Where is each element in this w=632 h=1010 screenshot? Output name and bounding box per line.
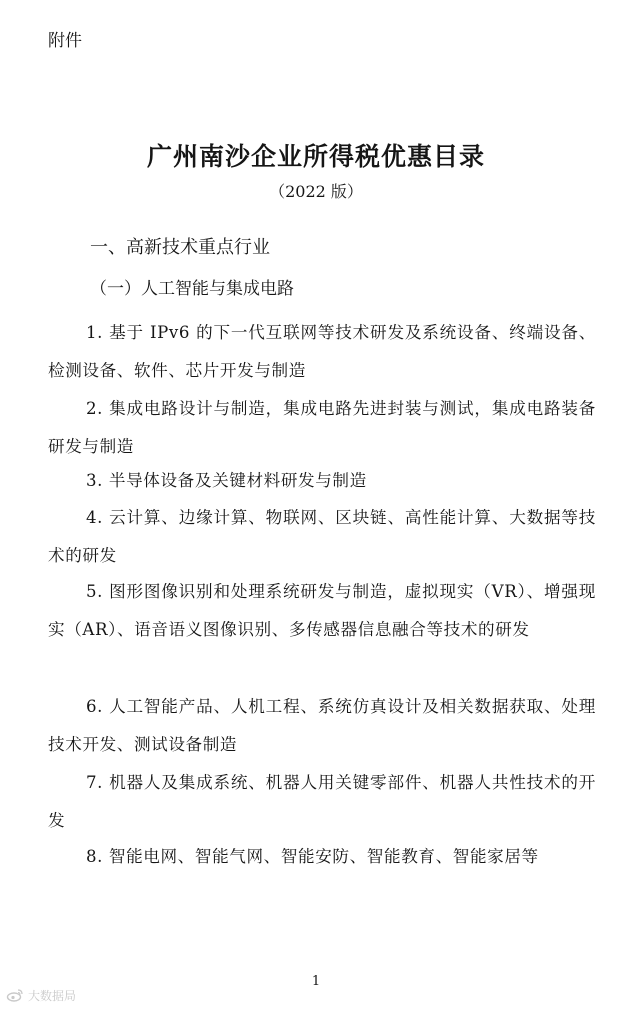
- document-title: 广州南沙企业所得税优惠目录: [146, 142, 485, 171]
- document-version: （2022 版）: [269, 182, 363, 201]
- watermark-text: 大数据局: [28, 988, 77, 1003]
- list-item: 3. 半导体设备及关键材料研发与制造: [86, 471, 367, 490]
- attachment-label: 附件: [48, 31, 82, 51]
- list-item: 4. 云计算、边缘计算、物联网、区块链、高性能计算、大数据等技术的研发: [48, 508, 596, 565]
- weibo-logo-icon: [6, 988, 24, 1002]
- subsection-heading: （一）人工智能与集成电路: [90, 279, 294, 299]
- list-item: 1. 基于 IPv6 的下一代互联网等技术研发及系统设备、终端设备、检测设备、软件、芯片开发与制造: [48, 323, 596, 380]
- list-item: 7. 机器人及集成系统、机器人用关键零部件、机器人共性技术的开发: [48, 773, 596, 830]
- list-item: 2. 集成电路设计与制造，集成电路先进封装与测试，集成电路装备研发与制造: [48, 399, 596, 456]
- list-item: 5. 图形图像识别和处理系统研发与制造，虚拟现实（VR）、增强现实（AR）、语音语义图像识别、多传感器信息融合等技术的研发: [48, 582, 596, 639]
- list-item: 6. 人工智能产品、人机工程、系统仿真设计及相关数据获取、处理技术开发、测试设备制造: [48, 697, 596, 754]
- watermark: [6, 984, 76, 1006]
- list-item: 8. 智能电网、智能气网、智能安防、智能教育、智能家居等: [86, 847, 539, 866]
- section-heading: 一、高新技术重点行业: [90, 237, 270, 258]
- page-number: 1: [311, 974, 321, 989]
